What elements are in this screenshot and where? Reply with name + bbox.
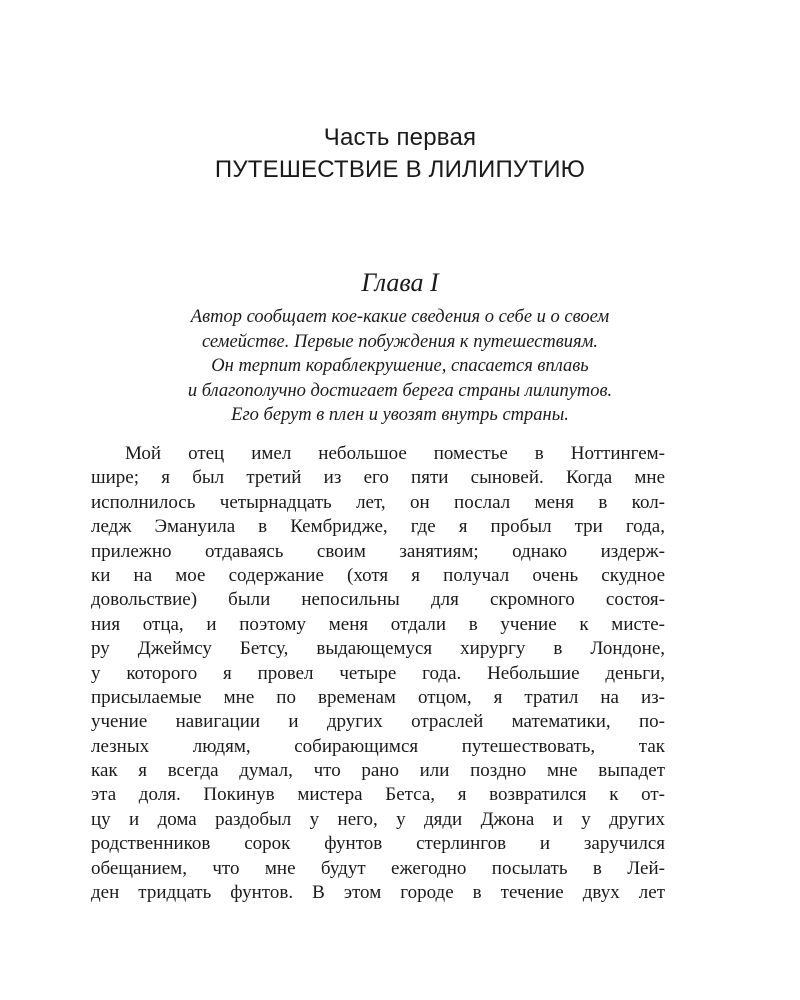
- body-line: ния отца, и поэтому меня отдали в учение к мисте-: [91, 613, 665, 635]
- summary-line: и благополучно достигает берега страны лилипутов.: [187, 380, 613, 401]
- summary-line: семействе. Первые побуждения к путешествиям.: [201, 331, 599, 352]
- body-line: эта доля. Покинув мистера Бетса, я возвратился к от-: [91, 784, 665, 806]
- part-label: Часть первая: [323, 124, 477, 151]
- summary-line: Он терпит кораблекрушение, спасается вплавь: [211, 356, 589, 376]
- body-line: прилежно отдаваясь своим занятиям; однако издерж-: [91, 540, 665, 562]
- body-paragraph: [91, 442, 665, 905]
- body-line: как я всегда думал, что рано или поздно мне выпадет: [91, 760, 665, 782]
- summary-line: Его берут в плен и увозят внутрь страны.: [231, 405, 569, 425]
- body-line: обещанием, что мне будут ежегодно посылать в Лей-: [91, 857, 665, 879]
- body-line: родственников сорок фунтов стерлингов и заручился: [91, 833, 665, 855]
- chapter-heading: Глава I: [361, 268, 439, 297]
- body-line: шире; я был третий из его пяти сыновей. Когда мне: [91, 467, 665, 489]
- chapter-summary: [60, 305, 740, 428]
- body-line: присылаемые мне по временам отцом, я тратил на из-: [91, 686, 665, 708]
- body-line: Мой отец имел небольшое поместье в Ноттингем-: [125, 443, 665, 464]
- body-line: ледж Эмануила в Кембридже, где я пробыл три года,: [91, 516, 665, 538]
- body-line: довольствие) были непосильны для скромного состоя-: [91, 589, 665, 611]
- body-line: учение навигации и других отраслей математики, по-: [91, 711, 665, 733]
- part-title: ПУТЕШЕСТВИЕ В ЛИЛИПУТИЮ: [214, 156, 586, 183]
- body-line: ки на мое содержание (хотя я получал очень скудное: [91, 564, 665, 586]
- body-line: у которого я провел четыре года. Небольшие деньги,: [91, 662, 665, 684]
- body-line: исполнилось четырнадцать лет, он послал меня в кол-: [91, 491, 665, 513]
- body-line: цу и дома раздобыл у него, у дяди Джона и у других: [91, 808, 665, 830]
- body-line: ден тридцать фунтов. В этом городе в течение двух лет: [91, 882, 665, 904]
- body-line: лезных людям, собирающимся путешествовать, так: [91, 735, 665, 757]
- summary-line: Автор сообщает кое-какие сведения о себе и о своем: [190, 307, 610, 327]
- body-line: ру Джеймсу Бетсу, выдающемуся хирургу в Лондоне,: [91, 638, 665, 660]
